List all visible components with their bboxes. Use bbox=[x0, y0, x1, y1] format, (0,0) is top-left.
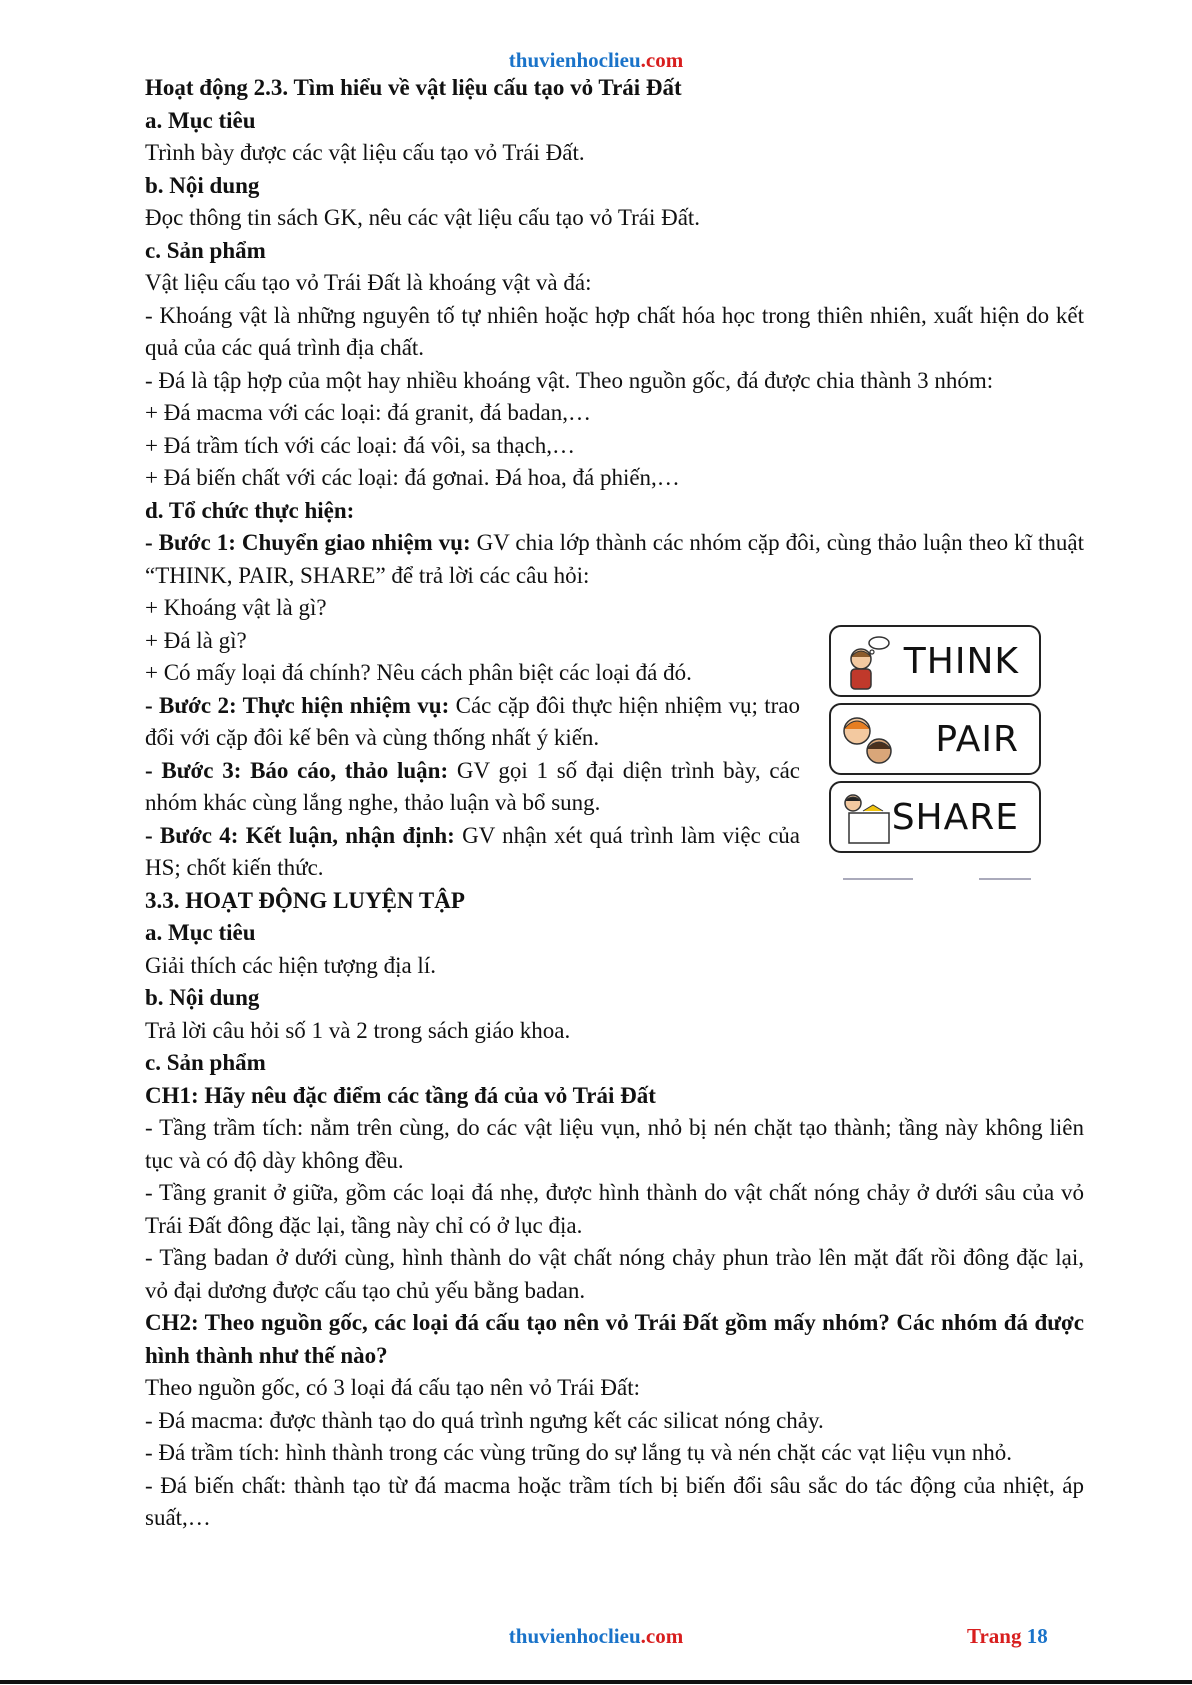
paragraph: + Đá biến chất với các loại: đá gơnai. Đá hoa, đá phiến,… bbox=[145, 465, 680, 490]
paragraph: + Đá macma với các loại: đá granit, đá badan,… bbox=[145, 400, 591, 425]
share-label: SHARE bbox=[891, 797, 1019, 838]
paragraph: + Đá trầm tích với các loại: đá vôi, sa thạch,… bbox=[145, 432, 576, 458]
paragraph: Trình bày được các vật liệu cấu tạo vỏ Trái Đất. bbox=[145, 140, 585, 165]
paragraph: b. Nội dung bbox=[145, 985, 260, 1010]
paragraph: b. Nội dung bbox=[145, 172, 260, 198]
step-label: - Bước 3: Báo cáo, thảo luận: bbox=[145, 757, 449, 783]
paragraph: a. Mục tiêu bbox=[145, 107, 256, 133]
paragraph bbox=[145, 755, 800, 820]
pair-card bbox=[829, 703, 1041, 775]
paragraph: Hoạt động 2.3. Tìm hiểu về vật liệu cấu tạo vỏ Trái Đất bbox=[145, 75, 682, 100]
paragraph: - Tầng trầm tích: nằm trên cùng, do các vật liệu vụn, nhỏ bị nén chặt tạo thành; tầng này không liên tục và có độ dày không đều. bbox=[145, 1115, 1084, 1173]
page-number bbox=[967, 1624, 1048, 1649]
think-label: THINK bbox=[903, 641, 1019, 682]
header-site-domain: .com bbox=[640, 48, 684, 72]
footer-site-domain: .com bbox=[640, 1624, 684, 1648]
paragraph: a. Mục tiêu bbox=[145, 920, 256, 945]
step-label: - Bước 1: Chuyển giao nhiệm vụ: bbox=[145, 530, 471, 555]
paragraph: c. Sản phẩm bbox=[145, 237, 266, 263]
paragraph: d. Tổ chức thực hiện: bbox=[145, 497, 355, 523]
two-children-icon bbox=[839, 713, 895, 769]
paragraph: - Tầng granit ở giữa, gồm các loại đá nhẹ, được hình thành do vật chất nóng chảy ở dưới sâu của vỏ Trái Đất đông đặc lại, tầng này chỉ có ở lục địa. bbox=[145, 1180, 1084, 1238]
share-card bbox=[829, 781, 1041, 853]
paragraph bbox=[145, 820, 800, 885]
paragraph: Đọc thông tin sách GK, nêu các vật liệu cấu tạo vỏ Trái Đất. bbox=[145, 205, 701, 230]
think-pair-share-figure bbox=[829, 625, 1043, 885]
header-site-link[interactable] bbox=[0, 48, 1192, 73]
paragraph: + Khoáng vật là gì? bbox=[145, 595, 327, 620]
step-label: - Bước 4: Kết luận, nhận định: bbox=[145, 822, 455, 848]
paragraph bbox=[145, 527, 1084, 592]
footer-site-name: thuvienhoclieu bbox=[508, 1624, 641, 1648]
presenting-child-icon bbox=[839, 791, 895, 847]
paragraph: CH1: Hãy nêu đặc điểm các tầng đá của vỏ Trái Đất bbox=[145, 1082, 656, 1108]
paragraph: - Đá macma: được thành tạo do quá trình ngưng kết các silicat nóng chảy. bbox=[145, 1407, 824, 1433]
caption-line bbox=[979, 878, 1031, 880]
page-number-value: 18 bbox=[1026, 1624, 1048, 1648]
step-text: GV gọi 1 số đại diện trình bày, các nhóm khác cùng lắng nghe, thảo luận và bổ sung. bbox=[145, 757, 800, 815]
paragraph: + Có mấy loại đá chính? Nêu cách phân biệt các loại đá đó. bbox=[145, 660, 692, 685]
step-text: GV nhận xét quá trình làm việc của HS; chốt kiến thức. bbox=[145, 822, 800, 880]
paragraph: Vật liệu cấu tạo vỏ Trái Đất là khoáng vật và đá: bbox=[145, 270, 592, 295]
paragraph: CH2: Theo nguồn gốc, các loại đá cấu tạo nên vỏ Trái Đất gồm mấy nhóm? Các nhóm đá được hình thành như thế nào? bbox=[145, 1310, 1084, 1368]
paragraph: - Đá trầm tích: hình thành trong các vùng trũng do sự lắng tụ và nén chặt các vạt liệu vụn nhỏ. bbox=[145, 1440, 1013, 1465]
paragraph: - Khoáng vật là những nguyên tố tự nhiên hoặc hợp chất hóa học trong thiên nhiên, xuất hiện do kết quả của các quá trình địa chất. bbox=[145, 302, 1084, 360]
thinking-child-icon bbox=[839, 635, 895, 691]
step-text: Các cặp đôi thực hiện nhiệm vụ; trao đổi với cặp đôi kế bên và cùng thống nhất ý kiến. bbox=[145, 692, 800, 750]
paragraph: Trả lời câu hỏi số 1 và 2 trong sách giáo khoa. bbox=[145, 1017, 571, 1043]
paragraph: Theo nguồn gốc, có 3 loại đá cấu tạo nên vỏ Trái Đất: bbox=[145, 1375, 641, 1400]
page-bottom-rule bbox=[0, 1680, 1192, 1684]
header-site-name: thuvienhoclieu bbox=[508, 48, 641, 72]
paragraph: - Đá biến chất: thành tạo từ đá macma hoặc trầm tích bị biến đổi sâu sắc do tác động của nhiệt, áp suất,… bbox=[145, 1472, 1084, 1530]
step-label: - Bước 2: Thực hiện nhiệm vụ: bbox=[145, 692, 450, 718]
paragraph: + Đá là gì? bbox=[145, 627, 247, 653]
paragraph: c. Sản phẩm bbox=[145, 1050, 266, 1075]
step-text: GV chia lớp thành các nhóm cặp đôi, cùng thảo luận theo kĩ thuật “THINK, PAIR, SHARE” để trả lời các câu hỏi: bbox=[145, 530, 1085, 588]
pair-label: PAIR bbox=[935, 719, 1019, 760]
paragraph: - Tầng badan ở dưới cùng, hình thành do vật chất nóng chảy phun trào lên mặt đất rồi đông đặc lại, vỏ đại dương được cấu tạo chủ yếu bằng badan. bbox=[145, 1245, 1084, 1303]
page-label: Trang bbox=[967, 1624, 1022, 1648]
paragraph bbox=[145, 690, 800, 755]
think-card bbox=[829, 625, 1041, 697]
paragraph: - Đá là tập hợp của một hay nhiều khoáng vật. Theo nguồn gốc, đá được chia thành 3 nhóm: bbox=[145, 367, 994, 393]
paragraph: Giải thích các hiện tượng địa lí. bbox=[145, 952, 436, 978]
caption-line bbox=[843, 878, 913, 880]
paragraph: 3.3. HOẠT ĐỘNG LUYỆN TẬP bbox=[145, 887, 465, 913]
